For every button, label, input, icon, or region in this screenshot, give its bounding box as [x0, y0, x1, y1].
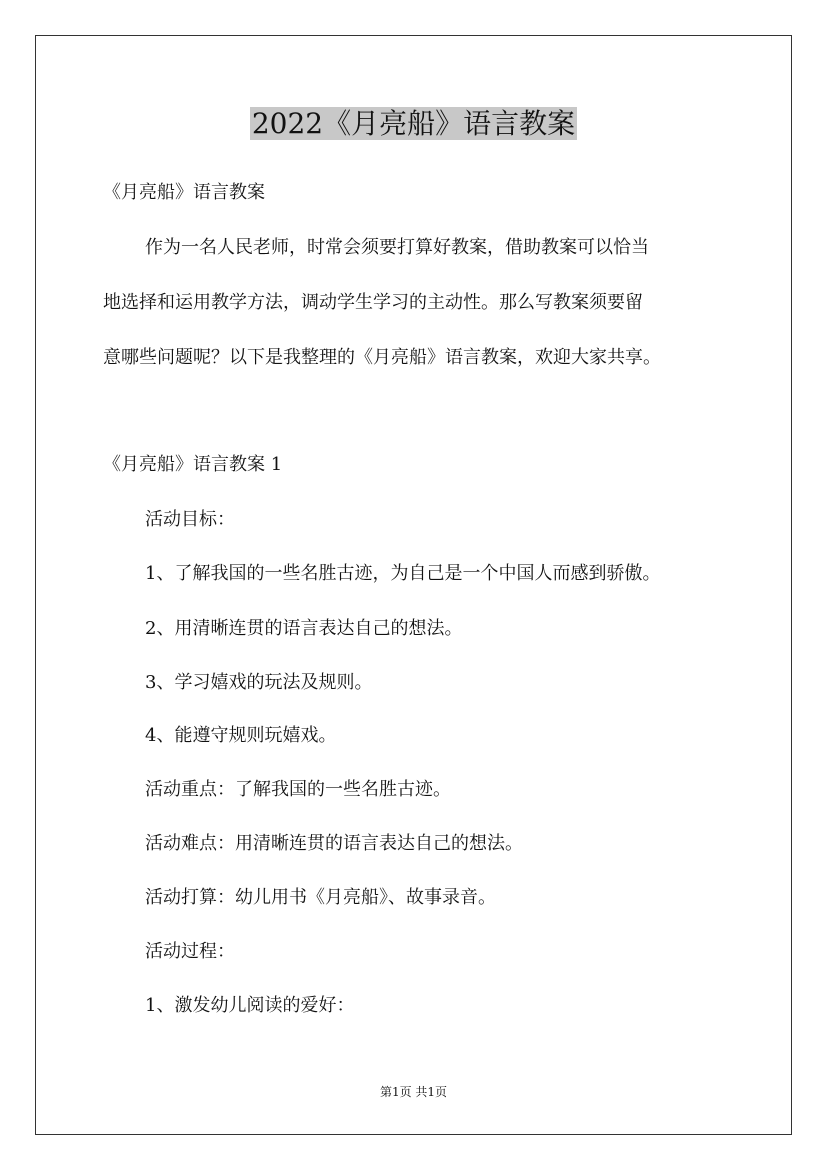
goal-item-4: 4、能遵守规则玩嬉戏。 — [145, 725, 337, 746]
page-footer: 第1页 共1页 — [379, 1085, 448, 1099]
process-heading: 活动过程： — [145, 941, 235, 962]
goal-item-2: 2、用清晰连贯的语言表达自己的想法。 — [145, 618, 463, 639]
goals-heading: 活动目标： — [145, 509, 235, 530]
subtitle: 《月亮船》语言教案 — [103, 182, 265, 203]
intro-line-2: 地选择和运用教学方法，调动学生学习的主动性。那么写教案须要留 — [103, 292, 643, 313]
process-step-1: 1、激发幼儿阅读的爱好： — [145, 995, 355, 1016]
intro-line-3: 意哪些问题呢？以下是我整理的《月亮船》语言教案，欢迎大家共享。 — [103, 347, 661, 368]
goal-item-3: 3、学习嬉戏的玩法及规则。 — [145, 672, 373, 693]
section-heading: 《月亮船》语言教案 1 — [103, 454, 283, 475]
key-point: 活动重点：了解我国的一些名胜古迹。 — [145, 779, 451, 800]
intro-line-1: 作为一名人民老师，时常会须要打算好教案，借助教案可以恰当 — [145, 237, 649, 258]
document-title — [0, 104, 827, 144]
document-title-text: 2022《月亮船》语言教案 — [251, 107, 576, 140]
preparation: 活动打算：幼儿用书《月亮船》、故事录音。 — [145, 887, 496, 908]
goal-item-1: 1、了解我国的一些名胜古迹，为自己是一个中国人而感到骄傲。 — [145, 563, 661, 584]
difficulty: 活动难点：用清晰连贯的语言表达自己的想法。 — [145, 833, 523, 854]
